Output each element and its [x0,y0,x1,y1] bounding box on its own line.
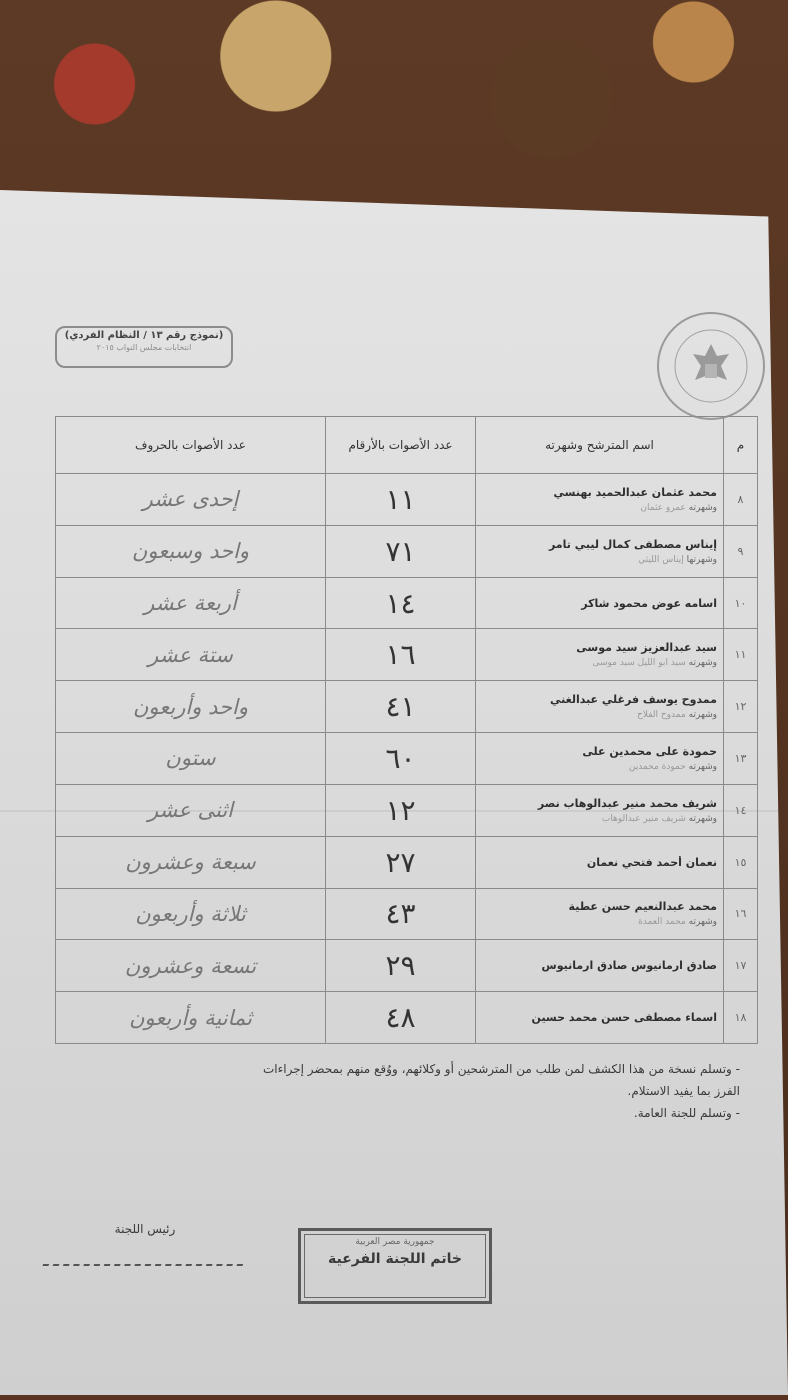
candidate-cell [476,992,724,1044]
row-index: ١٣ [724,733,758,785]
candidate-cell [476,629,724,681]
fame-label: وشهرته [688,658,717,669]
votes-words: ثلاثة وأربعون [56,888,326,940]
votes-number: ٢٧ [326,836,476,888]
fame-value: إيناس الليثي [638,554,684,565]
candidate-cell [476,733,724,785]
votes-number: ٢٩ [326,940,476,992]
signature-title: رئيس اللجنة [114,1222,176,1236]
note-line: الفرز بما يفيد الاستلام. [627,1084,740,1098]
fame-label: وشهرته [688,761,717,772]
signature-block [45,1222,245,1266]
fame-value: عمرو عثمان [640,502,686,513]
candidate-fame [482,658,717,668]
fame-label: وشهرتها [686,554,717,565]
votes-number: ٦٠ [326,733,476,785]
row-index: ١٨ [724,992,758,1044]
candidate-name: ممدوح يوسف فرغلي عبدالغني [549,693,717,707]
candidate-cell [476,525,724,577]
signature-scribble [42,1252,247,1266]
votes-words: ثمانية وأربعون [56,992,326,1044]
row-index: ٨ [724,474,758,526]
row-index: ٩ [724,525,758,577]
votes-words: ستون [56,733,326,785]
table-row [56,681,758,733]
stamp [298,1228,492,1304]
votes-words: ستة عشر [56,629,326,681]
results-table [55,416,758,1044]
candidate-name: حمودة على محمدين على [582,744,717,758]
candidate-name: صادق ارمانيوس صادق ارمانيوس [541,959,717,973]
table-row [56,940,758,992]
fame-value: ممدوح الفلاح [637,710,686,721]
fame-value: محمد العمدة [638,917,686,928]
candidate-cell [476,577,724,629]
notes-section [40,1058,740,1124]
fame-value: سيد أبو الليل سيد موسى [592,658,686,669]
candidate-name: نعمان أحمد فتحي نعمان [586,855,717,869]
table-row [56,474,758,526]
row-index: ١٧ [724,940,758,992]
candidate-fame [482,503,717,513]
candidate-fame [482,762,717,772]
candidate-fame [482,710,717,720]
row-index: ١٦ [724,888,758,940]
table-row [56,733,758,785]
form-subtitle: انتخابات مجلس النواب ٢٠١٥ [96,343,192,352]
candidate-cell [476,784,724,836]
fame-value: شريف منير عبدالوهاب [601,813,686,824]
table-row [56,784,758,836]
row-index: ١٥ [724,836,758,888]
votes-number: ١٤ [326,577,476,629]
candidate-name: شريف محمد منير عبدالوهاب نصر [537,796,717,810]
candidate-fame [482,814,717,824]
note-line: - وتسلم نسخة من هذا الكشف لمن طلب من المترشحين أو وكلائهم، ووُقع منهم بمحضر إجراءات [263,1062,740,1076]
votes-words: اثنى عشر [56,784,326,836]
stamp-top-text: جمهورية مصر العربية [355,1237,435,1247]
stamp-main-text: خاتم اللجنة الفرعية [327,1251,462,1267]
votes-number: ١٦ [326,629,476,681]
candidate-fame [482,917,717,927]
candidate-cell [476,474,724,526]
votes-words: واحد وأربعون [56,681,326,733]
candidate-cell [476,888,724,940]
votes-number: ٤٣ [326,888,476,940]
votes-words: إحدى عشر [56,474,326,526]
row-index: ١١ [724,629,758,681]
votes-number: ٤٨ [326,992,476,1044]
candidate-name: اسامه عوض محمود شاكر [581,596,717,610]
fame-label: وشهرته [688,710,717,721]
fame-label: وشهرته [688,917,717,928]
votes-number: ١١ [326,474,476,526]
table-header-row [56,417,758,474]
fame-label: وشهرته [688,502,717,513]
form-title: (نموذج رقم ١٣ / النظام الفردي) [64,330,224,341]
emblem-seal-icon [657,312,765,420]
candidate-cell [476,836,724,888]
row-index: ١٠ [724,577,758,629]
fame-value: حمودة محمدين [628,761,686,772]
votes-words: سبعة وعشرون [56,836,326,888]
row-index: ١٢ [724,681,758,733]
table-row [56,629,758,681]
candidate-cell [476,681,724,733]
candidate-name: إيناس مصطفى كمال ليبي تامر [548,537,717,551]
candidate-name: محمد عبدالنعيم حسن عطية [568,900,717,914]
votes-number: ٧١ [326,525,476,577]
header-name: اسم المترشح وشهرته [476,417,724,474]
row-index: ١٤ [724,784,758,836]
fame-label: وشهرته [688,813,717,824]
votes-words: أربعة عشر [56,577,326,629]
header-votes-words: عدد الأصوات بالحروف [56,417,326,474]
table-row [56,577,758,629]
form-number-label [55,326,233,368]
table-row [56,992,758,1044]
candidate-cell [476,940,724,992]
candidate-name: سيد عبدالعزيز سيد موسى [576,641,717,655]
table-row [56,525,758,577]
votes-words: واحد وسبعون [56,525,326,577]
header-index: م [724,417,758,474]
candidate-fame [482,555,717,565]
candidate-name: اسماء مصطفى حسن محمد حسين [531,1011,717,1025]
votes-number: ٤١ [326,681,476,733]
table-row [56,888,758,940]
note-line: - وتسلم للجنة العامة. [633,1106,740,1120]
votes-words: تسعة وعشرون [56,940,326,992]
votes-number: ١٢ [326,784,476,836]
table-row [56,836,758,888]
candidate-name: محمد عثمان عبدالحميد بهنسي [553,485,717,499]
header-votes-numbers: عدد الأصوات بالأرقام [326,417,476,474]
